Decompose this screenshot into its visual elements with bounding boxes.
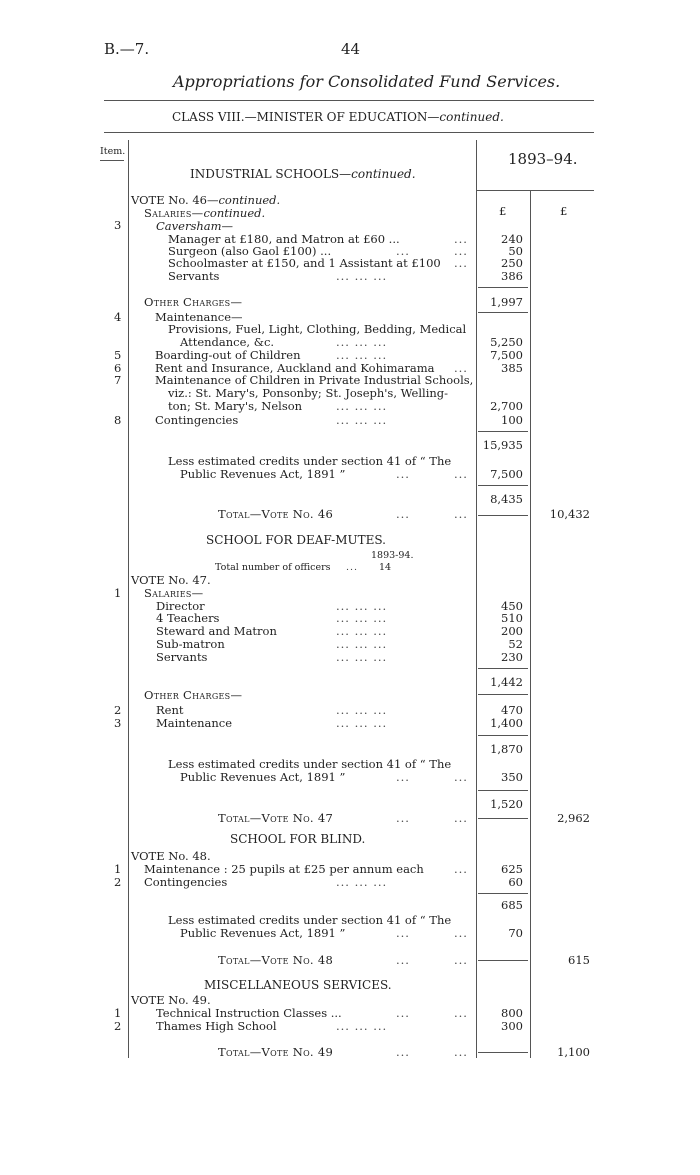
row-dots: ... bbox=[454, 507, 468, 521]
total-rule bbox=[478, 960, 528, 961]
amount-contingencies: 100 bbox=[501, 413, 523, 427]
vote-48-total-label bbox=[218, 954, 333, 967]
amount-blind-maintenance: 625 bbox=[501, 862, 523, 876]
total-label-text: Total—Vote No. 47 bbox=[218, 811, 334, 825]
total-rule bbox=[478, 515, 528, 516]
servants-line: Servants bbox=[168, 269, 220, 283]
page-number: 44 bbox=[341, 40, 361, 58]
pound-symbol-1: £ bbox=[499, 204, 507, 218]
vote-47-total-label bbox=[218, 812, 333, 825]
row-dots: ... ... ... bbox=[336, 875, 388, 889]
salaries-total: 1,997 bbox=[490, 295, 523, 309]
row-dots: ... bbox=[454, 232, 468, 246]
misc-heading: MISCELLANEOUS SERVICES. bbox=[204, 978, 392, 992]
row-dots: ... ... ... bbox=[336, 624, 388, 638]
amount-boarding: 7,500 bbox=[490, 348, 523, 362]
deaf-maintenance-line: Maintenance bbox=[156, 716, 233, 730]
total-rule bbox=[478, 1052, 528, 1053]
item-number: 2 bbox=[114, 703, 122, 717]
item-column-header: Item. bbox=[100, 146, 126, 157]
deaf-net-total: 1,520 bbox=[490, 797, 523, 811]
amount-blind-less: 70 bbox=[508, 926, 523, 940]
sum-rule bbox=[478, 735, 528, 736]
row-dots: ... bbox=[454, 811, 468, 825]
amount-technical: 800 bbox=[501, 1006, 523, 1020]
blind-contingencies-line: Contingencies bbox=[144, 875, 228, 889]
thames-line: Thames High School bbox=[156, 1019, 277, 1033]
item-number: 4 bbox=[114, 310, 122, 324]
amount-column-rule-2 bbox=[530, 190, 531, 1058]
row-dots: ... bbox=[454, 361, 468, 375]
vote-49-total-label bbox=[218, 1046, 333, 1059]
sum-rule bbox=[478, 485, 528, 486]
amount-surgeon: 50 bbox=[508, 244, 523, 258]
row-dots: ... ... ... bbox=[336, 269, 388, 283]
vote-46-total-label bbox=[218, 508, 333, 521]
industrial-heading-text: INDUSTRIAL SCHOOLS— bbox=[190, 167, 352, 181]
total-rule bbox=[478, 818, 528, 819]
class-rule bbox=[104, 132, 594, 133]
row-dots: ... bbox=[454, 244, 468, 258]
officers-year: 1893-94. bbox=[371, 550, 414, 561]
deaf-servants-line: Servants bbox=[156, 650, 208, 664]
deaf-salaries-total: 1,442 bbox=[490, 675, 523, 689]
sum-rule bbox=[478, 431, 528, 432]
director-line: Director bbox=[156, 599, 205, 613]
amount-deaf-rent: 470 bbox=[501, 703, 523, 717]
document-ref: B.—7. bbox=[104, 40, 150, 58]
vote-47-heading: VOTE No. 47. bbox=[131, 573, 211, 587]
row-dots: ... ... ... bbox=[336, 611, 388, 625]
manager-line: Manager at £180, and Matron at £60 ... bbox=[168, 232, 400, 246]
row-dots: ... bbox=[454, 1006, 468, 1020]
amount-blind-contingencies: 60 bbox=[508, 875, 523, 889]
row-dots: ... ... ... bbox=[336, 1019, 388, 1033]
rent-insurance-line: Rent and Insurance, Auckland and Kohimarama bbox=[155, 361, 435, 375]
page-title: Appropriations for Consolidated Fund Services. bbox=[173, 72, 561, 91]
amount-schoolmaster: 250 bbox=[501, 256, 523, 270]
maintenance-heading: Maintenance— bbox=[155, 310, 243, 324]
row-dots: ... ... ... bbox=[336, 599, 388, 613]
amount-director: 450 bbox=[501, 599, 523, 613]
total-label-text: Total—Vote No. 48 bbox=[218, 953, 334, 967]
item-number: 5 bbox=[114, 348, 122, 362]
officers-count: 14 bbox=[379, 562, 392, 573]
blind-maintenance-line: Maintenance : 25 pupils at £25 per annum each bbox=[144, 862, 424, 876]
provisions-line-1: Provisions, Fuel, Light, Clothing, Bedding, Medical bbox=[168, 322, 467, 336]
amount-submatron: 52 bbox=[508, 637, 523, 651]
row-dots: ... bbox=[346, 562, 359, 573]
sum-rule bbox=[478, 694, 528, 695]
schoolmaster-line: Schoolmaster at £150, and 1 Assistant at £100 bbox=[168, 256, 441, 270]
row-dots: ... bbox=[454, 770, 468, 784]
amount-less-credits: 7,500 bbox=[490, 467, 523, 481]
row-dots: ... bbox=[396, 1006, 410, 1020]
item-number: 1 bbox=[114, 862, 122, 876]
item-number: 7 bbox=[114, 373, 122, 387]
row-dots: ... ... ... bbox=[336, 650, 388, 664]
submatron-line: Sub-matron bbox=[156, 637, 225, 651]
boarding-line: Boarding-out of Children bbox=[155, 348, 301, 362]
less-credits-line-2: Public Revenues Act, 1891 ” bbox=[180, 467, 346, 481]
amount-thames: 300 bbox=[501, 1019, 523, 1033]
item-number: 8 bbox=[114, 413, 122, 427]
item-number: 1 bbox=[114, 586, 122, 600]
less-credits-line-1: Less estimated credits under section 41 of “ The bbox=[168, 454, 452, 468]
gross-total: 15,935 bbox=[482, 438, 523, 452]
row-dots: ... bbox=[454, 926, 468, 940]
sum-rule bbox=[478, 312, 528, 313]
item-number: 3 bbox=[114, 218, 122, 232]
sum-rule bbox=[478, 790, 528, 791]
class-heading-suffix: continued. bbox=[439, 110, 504, 124]
class-heading-text: CLASS VIII.—MINISTER OF EDUCATION— bbox=[172, 110, 440, 124]
technical-line: Technical Instruction Classes ... bbox=[156, 1006, 342, 1020]
deaf-gross-total: 1,870 bbox=[490, 742, 523, 756]
row-dots: ... bbox=[396, 244, 410, 258]
sum-rule bbox=[478, 287, 528, 288]
contingencies-line: Contingencies bbox=[155, 413, 239, 427]
item-number: 1 bbox=[114, 1006, 122, 1020]
row-dots: ... ... ... bbox=[336, 348, 388, 362]
row-dots: ... bbox=[396, 953, 410, 967]
vote-47-total: 2,962 bbox=[557, 811, 590, 825]
amount-deaf-less: 350 bbox=[501, 770, 523, 784]
industrial-schools-heading bbox=[190, 167, 416, 181]
amount-deaf-servants: 230 bbox=[501, 650, 523, 664]
total-label-text: Total—Vote No. 49 bbox=[218, 1045, 334, 1059]
item-number: 2 bbox=[114, 875, 122, 889]
deaf-mutes-heading: SCHOOL FOR DEAF-MUTES. bbox=[206, 533, 386, 547]
surgeon-line: Surgeon (also Gaol £100) ... bbox=[168, 244, 332, 258]
pound-symbol-2: £ bbox=[560, 204, 568, 218]
item-header-rule bbox=[100, 160, 124, 161]
row-dots: ... ... ... bbox=[336, 413, 388, 427]
row-dots: ... ... ... bbox=[336, 399, 388, 413]
amount-private-schools: 2,700 bbox=[490, 399, 523, 413]
blind-heading: SCHOOL FOR BLIND. bbox=[230, 832, 366, 846]
vote-48-heading: VOTE No. 48. bbox=[131, 849, 211, 863]
row-dots: ... bbox=[454, 1045, 468, 1059]
row-dots: ... bbox=[396, 811, 410, 825]
amount-deaf-maintenance: 1,400 bbox=[490, 716, 523, 730]
vote-46-text: VOTE No. 46— bbox=[131, 193, 219, 207]
blind-gross-total: 685 bbox=[501, 898, 523, 912]
teachers-line: 4 Teachers bbox=[156, 611, 220, 625]
item-column-rule bbox=[128, 140, 129, 1058]
deaf-rent-line: Rent bbox=[156, 703, 184, 717]
vote-46-total: 10,432 bbox=[549, 507, 590, 521]
row-dots: ... ... ... bbox=[336, 716, 388, 730]
amount-manager: 240 bbox=[501, 232, 523, 246]
deaf-salaries-heading: Salaries— bbox=[144, 586, 204, 600]
row-dots: ... bbox=[454, 467, 468, 481]
sum-rule bbox=[478, 668, 528, 669]
other-charges-heading: Other Charges— bbox=[144, 295, 243, 309]
amount-teachers: 510 bbox=[501, 611, 523, 625]
row-dots: ... bbox=[454, 862, 468, 876]
net-total: 8,435 bbox=[490, 492, 523, 506]
vote-49-heading: VOTE No. 49. bbox=[131, 993, 211, 1007]
caversham-label: Caversham— bbox=[156, 219, 234, 233]
blind-less-line-2: Public Revenues Act, 1891 ” bbox=[180, 926, 346, 940]
provisions-line-2: Attendance, &c. bbox=[180, 335, 275, 349]
amount-column-rule-1 bbox=[476, 140, 477, 1058]
row-dots: ... ... ... bbox=[336, 637, 388, 651]
private-schools-line-2: viz.: St. Mary's, Ponsonby; St. Joseph's, Welling- bbox=[168, 386, 449, 400]
salaries-suffix: continued. bbox=[203, 206, 266, 220]
row-dots: ... ... ... bbox=[336, 335, 388, 349]
amount-provisions: 5,250 bbox=[490, 335, 523, 349]
row-dots: ... bbox=[396, 926, 410, 940]
vote-46-suffix: continued. bbox=[218, 193, 281, 207]
vote-48-total: 615 bbox=[568, 953, 590, 967]
row-dots: ... bbox=[396, 1045, 410, 1059]
deaf-other-charges: Other Charges— bbox=[144, 688, 243, 702]
row-dots: ... ... ... bbox=[336, 703, 388, 717]
row-dots: ... bbox=[396, 507, 410, 521]
title-rule bbox=[104, 100, 594, 101]
private-schools-line-3: ton; St. Mary's, Nelson bbox=[168, 399, 303, 413]
row-dots: ... bbox=[454, 953, 468, 967]
private-schools-line-1: Maintenance of Children in Private Industrial Schools, bbox=[155, 373, 474, 387]
salaries-text: Salaries— bbox=[144, 206, 204, 220]
amount-steward: 200 bbox=[501, 624, 523, 638]
sum-rule bbox=[478, 893, 528, 894]
blind-less-line-1: Less estimated credits under section 41 of “ The bbox=[168, 913, 452, 927]
total-label-text: Total—Vote No. 46 bbox=[218, 507, 334, 521]
officers-label: Total number of officers bbox=[215, 562, 331, 573]
header-rule bbox=[476, 190, 594, 191]
year-column-header: 1893–94. bbox=[508, 150, 578, 168]
steward-line: Steward and Matron bbox=[156, 624, 277, 638]
item-number: 2 bbox=[114, 1019, 122, 1033]
vote-49-total: 1,100 bbox=[557, 1045, 590, 1059]
row-dots: ... bbox=[396, 467, 410, 481]
item-number: 3 bbox=[114, 716, 122, 730]
deaf-less-line-2: Public Revenues Act, 1891 ” bbox=[180, 770, 346, 784]
deaf-less-line-1: Less estimated credits under section 41 of “ The bbox=[168, 757, 452, 771]
row-dots: ... bbox=[396, 770, 410, 784]
amount-servants: 386 bbox=[501, 269, 523, 283]
class-heading bbox=[172, 110, 504, 124]
industrial-heading-suffix: continued. bbox=[351, 167, 416, 181]
row-dots: ... bbox=[454, 256, 468, 270]
item-number: 6 bbox=[114, 361, 122, 375]
amount-rent-insurance: 385 bbox=[501, 361, 523, 375]
